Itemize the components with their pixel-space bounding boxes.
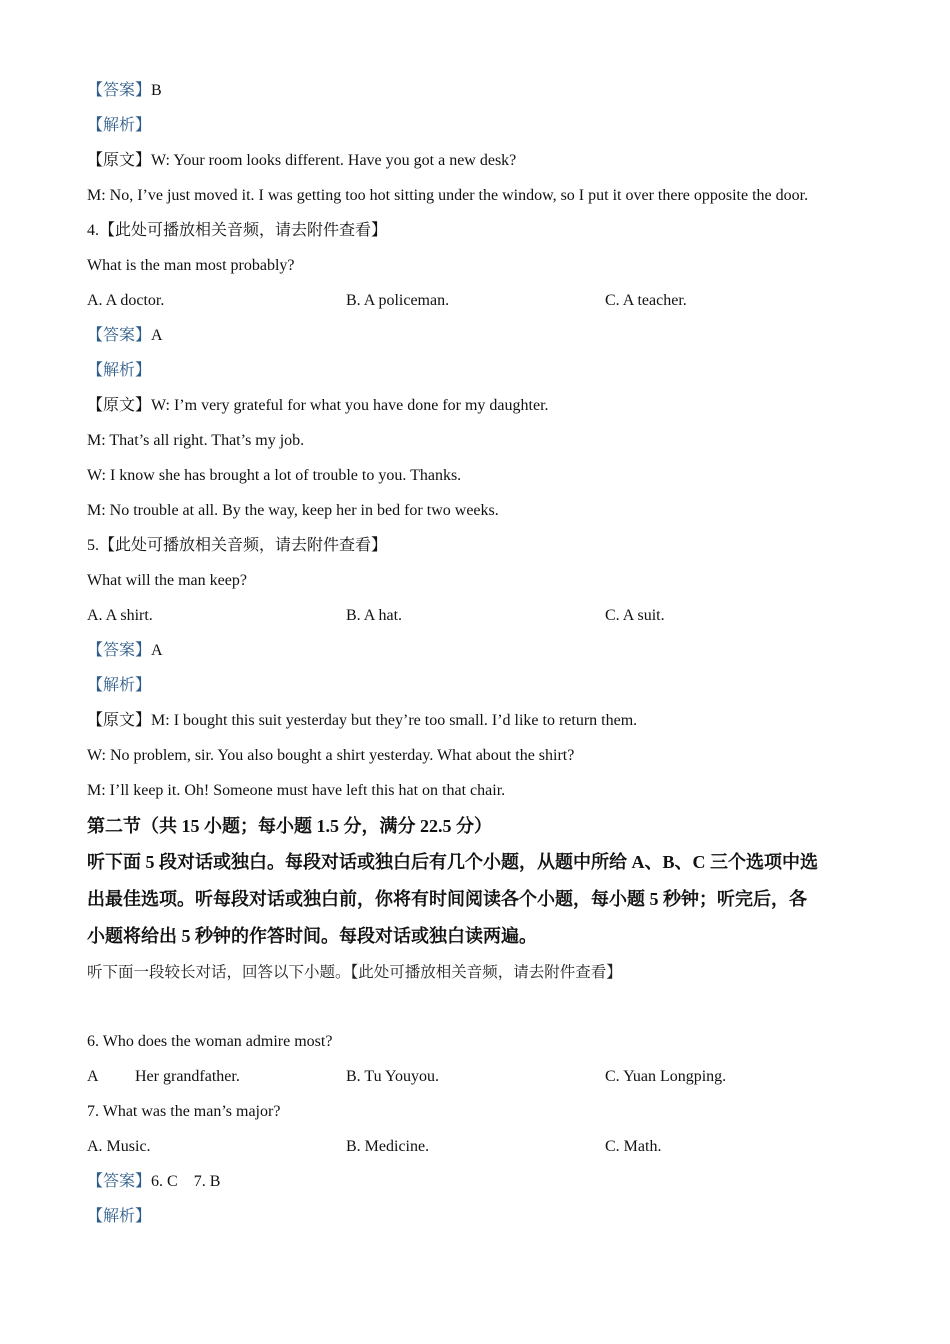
option-b: B. A policeman. (346, 292, 450, 309)
transcript-line: M: No, I’ve just moved it. I was getting too hot sitting under the window, so I put it over there opposite the door. (87, 187, 809, 204)
option-a (87, 1059, 346, 1094)
question-number: 4. (87, 222, 99, 239)
option-a-letter: A (87, 1068, 99, 1085)
option-b: B. Tu Youyou. (346, 1068, 439, 1085)
section-heading: 第二节（共 15 小题；每小题 1.5 分，满分 22.5 分） (87, 816, 492, 836)
spacer (87, 990, 867, 1024)
analysis-tag: 【解析】 (87, 677, 152, 694)
question-text: What is the man most probably? (87, 257, 295, 274)
options-row (87, 598, 867, 633)
answer-tag: 【答案】 (87, 642, 152, 659)
audio-placeholder: 【此处可播放相关音频，请去附件查看】 (99, 222, 388, 239)
transcript-line: W: No problem, sir. You also bought a shirt yesterday. What about the shirt? (87, 747, 575, 764)
answer-line (87, 633, 867, 668)
transcript-line: W: I know she has brought a lot of trouble to you. Thanks. (87, 467, 462, 484)
transcript-line (87, 703, 867, 738)
answer-tag: 【答案】 (87, 82, 152, 99)
transcript-text: W: I’m very grateful for what you have done for my daughter. (151, 397, 549, 414)
question-text: What will the man keep? (87, 572, 247, 589)
analysis-line (87, 353, 867, 388)
question-header (87, 213, 867, 248)
option-b: B. A hat. (346, 607, 403, 624)
answer-tag: 【答案】 (87, 1173, 152, 1190)
options-row (87, 1059, 867, 1094)
answer-tag: 【答案】 (87, 327, 152, 344)
option-c: C. A suit. (605, 607, 665, 624)
section-instructions: 小题将给出 5 秒钟的作答时间。每段对话或独白读两遍。 (87, 926, 537, 946)
answer-value: A (151, 642, 163, 659)
answer-value: A (151, 327, 163, 344)
option-c: C. Yuan Longping. (605, 1068, 727, 1085)
option-c: C. Math. (605, 1138, 662, 1155)
option-a-text: Her grandfather. (135, 1068, 240, 1085)
original-tag: 【原文】 (87, 712, 152, 729)
answer-value: B (151, 82, 162, 99)
question-text: 7. What was the man’s major? (87, 1103, 281, 1120)
original-tag: 【原文】 (87, 152, 152, 169)
option-a: A. A shirt. (87, 607, 153, 624)
analysis-line (87, 668, 867, 703)
question-text: 6. Who does the woman admire most? (87, 1033, 333, 1050)
listening-intro: 听下面一段较长对话，回答以下小题。【此处可播放相关音频，请去附件查看】 (87, 964, 622, 981)
option-b: B. Medicine. (346, 1138, 430, 1155)
transcript-text: W: Your room looks different. Have you got a new desk? (151, 152, 517, 169)
audio-placeholder: 【此处可播放相关音频，请去附件查看】 (99, 537, 388, 554)
analysis-tag: 【解析】 (87, 1208, 152, 1225)
analysis-line (87, 108, 867, 143)
question-header (87, 528, 867, 563)
option-a: A. A doctor. (87, 292, 165, 309)
question-number: 5. (87, 537, 99, 554)
options-row (87, 283, 867, 318)
answer-value: 6. C 7. B (151, 1173, 221, 1190)
analysis-tag: 【解析】 (87, 117, 152, 134)
transcript-line (87, 388, 867, 423)
section-instructions: 听下面 5 段对话或独白。每段对话或独白后有几个小题，从题中所给 A、B、C 三个选项中选 (87, 852, 818, 872)
document-page (87, 73, 867, 1234)
transcript-text: M: I bought this suit yesterday but they’re too small. I’d like to return them. (151, 712, 638, 729)
answer-line (87, 318, 867, 353)
section-instructions: 出最佳选项。听每段对话或独白前，你将有时间阅读各个小题，每小题 5 秒钟；听完后，各 (87, 889, 807, 909)
transcript-line: M: That’s all right. That’s my job. (87, 432, 305, 449)
answer-line (87, 73, 867, 108)
analysis-line (87, 1199, 867, 1234)
option-c: C. A teacher. (605, 292, 687, 309)
analysis-tag: 【解析】 (87, 362, 152, 379)
answer-line (87, 1164, 867, 1199)
original-tag: 【原文】 (87, 397, 152, 414)
transcript-line (87, 143, 867, 178)
option-a: A. Music. (87, 1138, 151, 1155)
transcript-line: M: I’ll keep it. Oh! Someone must have left this hat on that chair. (87, 782, 506, 799)
options-row (87, 1129, 867, 1164)
transcript-line: M: No trouble at all. By the way, keep her in bed for two weeks. (87, 502, 499, 519)
